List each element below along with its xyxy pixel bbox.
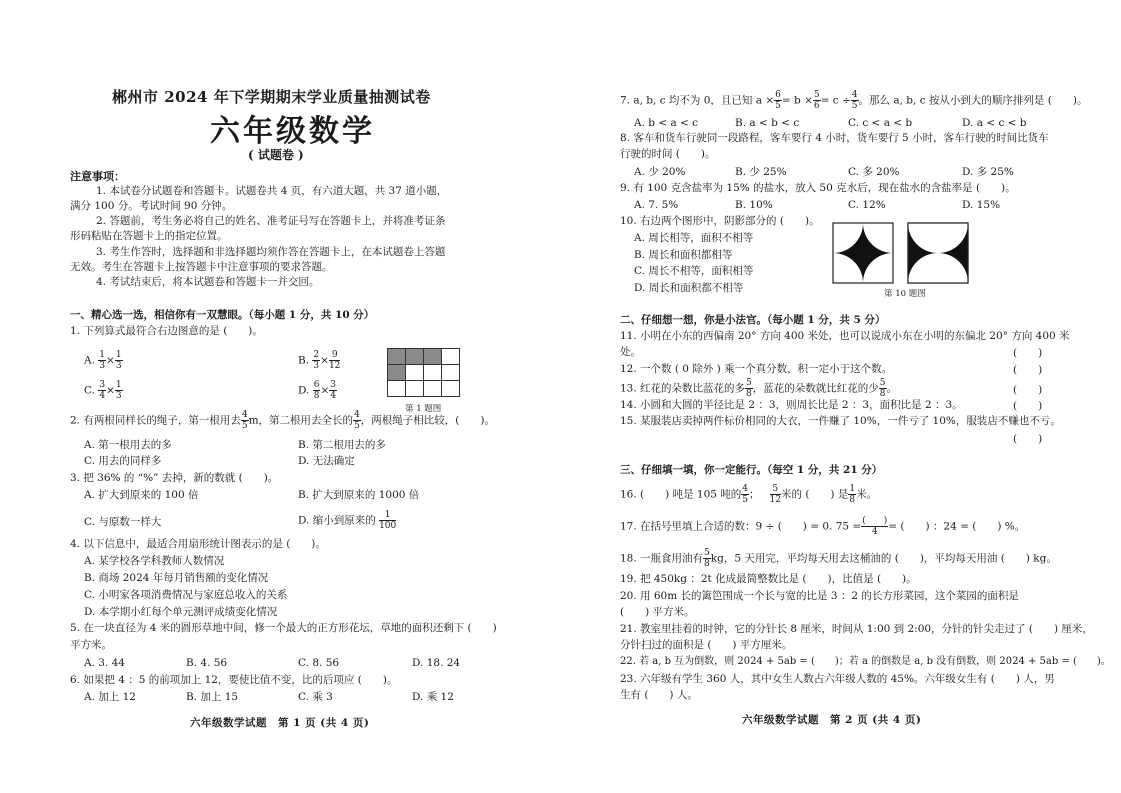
q8-option-c: C. 多 20% [848, 166, 900, 178]
fraction: $\frac{1}{3}$ [115, 350, 122, 371]
page-footer-right: 六年级数学试题 第 2 页 (共 4 页) [742, 714, 922, 726]
fraction: $\frac{6}{8}$ [313, 380, 320, 401]
exam-title: 郴州市 2024 年下学期期末学业质量抽测试卷 [112, 88, 431, 106]
q5-option-d: D. 18. 24 [412, 657, 461, 669]
question-11: 11. 小明在小东的西偏南 20° 方向 400 米处，也可以说成小东在小明的东偏北 20° 方向 400 米 [620, 330, 1070, 342]
question-8-cont: 行驶的时间 ( )。 [620, 148, 716, 160]
fraction: $\frac{3}{4}$ [99, 380, 106, 401]
q7-option-d: D. a < c < b [962, 117, 1027, 129]
question-2: 2. 有两根同样长的绳子，第一根用去 $\frac{4}{5}$ m，第二根用去全长的 $\frac{4}{5}$ ，两根绳子相比较，( )。 [70, 410, 495, 431]
fraction: $\frac{5}{12}$ [769, 484, 781, 505]
fraction: $\frac{4}{5}$ [742, 484, 749, 505]
q15-answer-blank[interactable]: ( ) [1013, 433, 1043, 445]
section-1-heading: 一、精心选一选，相信你有一双慧眼。（每小题 1 分，共 10 分） [70, 309, 375, 321]
question-21: 21. 教室里挂着的时钟，它的分针长 8 厘米，时间从 1:00 到 2:00，分针的针尖走过了 ( ) 厘米， [620, 623, 1093, 635]
q9-option-a: A. 7. 5% [634, 199, 679, 211]
q4-option-c: C. 小明家各项消费情况与家庭总收入的关系 [84, 589, 288, 601]
question-19: 19. 把 450kg ：2t 化成最简整数比是 ( )，比值是 ( )。 [620, 573, 917, 585]
subject-title: 六年级数学 [210, 114, 375, 149]
fraction: $\frac{1}{3}$ [99, 350, 105, 371]
q5-option-a: A. 3. 44 [84, 657, 125, 669]
question-16: 16. ( ) 吨是 105 吨的 $\frac{4}{5}$ ； $\frac{5}{12}$ 米的 ( ) 是 $\frac{1}{8}$ 米。 [620, 484, 878, 505]
fraction: $\frac{1}{3}$ [115, 380, 122, 401]
question-20-cont: ( ) 平方米。 [620, 606, 695, 618]
q1-option-b: B. $\frac{2}{3}$ × $\frac{9}{12}$ [298, 350, 341, 371]
q6-option-b: B. 加上 15 [186, 691, 239, 703]
q4-option-a: A. 某学校各学科教师人数情况 [84, 555, 225, 567]
q7-option-a: A. b < a < c [634, 117, 699, 129]
fraction: $\frac{2}{3}$ [313, 350, 320, 371]
q8-option-d: D. 多 25% [962, 166, 1014, 178]
note-line: 形码粘贴在答题卡上的指定位置。 [70, 230, 228, 242]
note-line: 无效。考生在答题卡上按答题卡中注意事项的要求答题。 [70, 261, 333, 273]
q1-option-d: D. $\frac{6}{8}$ × $\frac{3}{4}$ [298, 380, 337, 401]
fraction: $\frac{4}{5}$ [354, 410, 360, 431]
q9-option-c: C. 12% [848, 199, 886, 211]
q12-answer-blank[interactable]: ( ) [1013, 364, 1043, 376]
page-footer-left: 六年级数学试题 第 1 页 (共 4 页) [190, 717, 370, 729]
question-23-cont: 生有 ( ) 人。 [620, 689, 698, 701]
q1-grid-figure [387, 348, 460, 397]
q7-option-b: B. a < b < c [735, 117, 800, 129]
q1-figure-caption: 第 1 题图 [405, 404, 442, 414]
note-line: 2. 答题前，考生务必将自己的姓名、准考证号写在答题卡上，并将准考证条 [96, 215, 446, 227]
note-line: 满分 100 分。考试时间 90 分钟。 [70, 200, 233, 212]
question-5-cont: 平方米。 [70, 639, 112, 651]
q4-option-b: B. 商场 2024 年每月销售额的变化情况 [84, 572, 269, 584]
q2-option-a: A. 第一根用去的多 [84, 439, 172, 451]
q1-option-a: A. $\frac{1}{3}$ × $\frac{1}{3}$ [84, 350, 122, 371]
fraction: $\frac{5}{8}$ [879, 378, 886, 399]
question-18: 18. 一瓶食用油有 $\frac{5}{8}$ kg，5 天用完，平均每天用去这桶油的 ( )，平均每天用油 ( ) kg。 [620, 548, 1057, 569]
q9-option-b: B. 10% [735, 199, 773, 211]
q5-option-c: C. 8. 56 [298, 657, 340, 669]
question-20: 20. 用 60m 长的篱笆围成一个长与宽的比是 3 ：2 的长方形菜园，这个菜园的面积是 [620, 590, 1019, 602]
note-line: 3. 考生作答时，选择题和非选择题均须作答在答题卡上，在本试题卷上答题 [96, 246, 446, 258]
q9-option-d: D. 15% [962, 199, 1001, 211]
fraction: $\frac{1}{100}$ [379, 510, 397, 531]
q10-figure-astroid [832, 222, 894, 284]
fraction: $\frac{3}{4}$ [330, 380, 337, 401]
fraction: $\frac{4}{5}$ [241, 410, 248, 431]
note-line: 4. 考试结束后，将本试题卷和答题卡一并交回。 [96, 276, 320, 288]
q6-option-d: D. 乘 12 [412, 691, 454, 703]
question-11-cont: 处。 [620, 346, 641, 358]
question-5: 5. 在一块直径为 4 米的圆形草地中间，修一个最大的正方形花坛，草地的面积还剩下 ( ) [70, 622, 497, 634]
paper-type: ( 试题卷 ) [248, 148, 304, 162]
q1-option-c: C. $\frac{3}{4}$ × $\frac{1}{3}$ [84, 380, 122, 401]
section-2-heading: 二、仔细想一想，你是小法官。（每小题 1 分，共 5 分） [620, 314, 886, 326]
q10-figure-half-circles [907, 222, 969, 284]
question-9: 9. 有 100 克含盐率为 15% 的盐水，放入 50 克水后，现在盐水的含盐率是 ( )。 [620, 182, 1016, 194]
q10-option-c: C. 周长不相等，面积相等 [634, 265, 754, 277]
notes-heading: 注意事项： [70, 170, 125, 183]
q3-option-a: A. 扩大到原来的 100 倍 [84, 489, 199, 501]
question-14: 14. 小圆和大圆的半径比是 2 ：3，则周长比是 2 ：3，面积比是 2 ：3。 [620, 399, 963, 411]
fraction: $\frac{5}{8}$ [704, 548, 710, 569]
q14-answer-blank[interactable]: ( ) [1013, 400, 1043, 412]
q3-option-c: C. 与原数一样大 [84, 516, 162, 528]
question-10: 10. 右边两个图形中，阴影部分的 ( )。 [620, 215, 820, 227]
question-7: 7. a, b, c 均不为 0，且已知 a × $\frac{6}{5}$ = b × $\frac{5}{6}$ = c ÷ $\frac{4}{5}$ 。那么 a, b, c 按从小到大的顺序排列是 ( )。 [620, 90, 1088, 111]
question-22: 22. 若 a, b 互为倒数，则 2024 + 5ab = ( )；若 a 的倒数是 a, b 没有倒数，则 2024 + 5ab = ( )。 [620, 656, 1111, 667]
q2-option-d: D. 无法确定 [298, 455, 355, 467]
q7-option-c: C. c < a < b [848, 117, 913, 129]
fraction: $\frac{5}{6}$ [813, 90, 820, 111]
q4-option-d: D. 本学期小红每个单元测评成绩变化情况 [84, 606, 278, 618]
q3-option-d: D. 缩小到原来的 $\frac{1}{100}$ [298, 510, 397, 531]
q8-option-b: B. 少 25% [735, 166, 787, 178]
fraction: $\frac{6}{5}$ [775, 90, 781, 111]
q2-option-b: B. 第二根用去的多 [298, 439, 386, 451]
fraction: $\frac{( )}{4}$ [862, 516, 888, 537]
question-1: 1. 下列算式最符合右边图意的是 ( )。 [70, 325, 263, 337]
question-13: 13. 红花的朵数比蓝花的多 $\frac{5}{8}$ ，蓝花的朵数就比红花的少 $\frac{5}{8}$ 。 [620, 378, 898, 399]
q6-option-c: C. 乘 3 [298, 691, 333, 703]
q10-figure-caption: 第 10 题图 [884, 289, 926, 299]
question-21-cont: 分针扫过的面积是 ( ) 平方厘米。 [620, 639, 793, 651]
question-23: 23. 六年级有学生 360 人，其中女生人数占六年级人数的 45%。六年级女生有 ( ) 人，男 [620, 673, 1055, 685]
question-6: 6. 如果把 4 ：5 的前项加上 12，要使比值不变，比的后项应 ( )。 [70, 674, 398, 686]
q8-option-a: A. 少 20% [634, 166, 686, 178]
question-4: 4. 以下信息中，最适合用扇形统计图表示的是 ( )。 [70, 538, 326, 550]
q6-option-a: A. 加上 12 [84, 691, 136, 703]
section-3-heading: 三、仔细填一填，你一定能行。（每空 1 分，共 21 分） [620, 464, 883, 476]
question-15: 15. 某服装店卖掉两件标价相同的大衣，一件赚了 10%，一件亏了 10%，服装店不赚也不亏。 [620, 415, 1061, 427]
question-12: 12. 一个数 ( 0 除外 ) 乘一个真分数，积一定小于这个数。 [620, 363, 893, 375]
note-line: 1. 本试卷分试题卷和答题卡。试题卷共 4 页，有六道大题，共 37 道小题， [96, 185, 448, 197]
q11-answer-blank[interactable]: ( ) [1013, 347, 1043, 359]
fraction: $\frac{5}{8}$ [746, 378, 752, 399]
q10-option-b: B. 周长和面积都相等 [634, 249, 733, 261]
q10-option-a: A. 周长相等，面积不相等 [634, 232, 754, 244]
q13-answer-blank[interactable]: ( ) [1013, 384, 1043, 396]
question-3: 3. 把 36% 的 “%” 去掉，新的数就 ( )。 [70, 472, 279, 484]
question-17: 17. 在括号里填上合适的数：9 ÷ ( ) = 0. 75 = $\frac{( )}{4}$ = ( ) ：24 = ( ) %。 [620, 516, 1026, 537]
q3-option-b: B. 扩大到原来的 1000 倍 [298, 489, 420, 501]
fraction: $\frac{4}{5}$ [851, 90, 858, 111]
q10-option-d: D. 周长和面积都不相等 [634, 282, 744, 294]
q2-option-c: C. 用去的同样多 [84, 455, 162, 467]
fraction: $\frac{1}{8}$ [849, 484, 856, 505]
q5-option-b: B. 4. 56 [186, 657, 228, 669]
fraction: $\frac{9}{12}$ [328, 350, 341, 371]
question-8: 8. 客车和货车行驶同一段路程，客车要行 4 小时，货车要行 5 小时，客车行驶的时间比货车 [620, 132, 1049, 144]
